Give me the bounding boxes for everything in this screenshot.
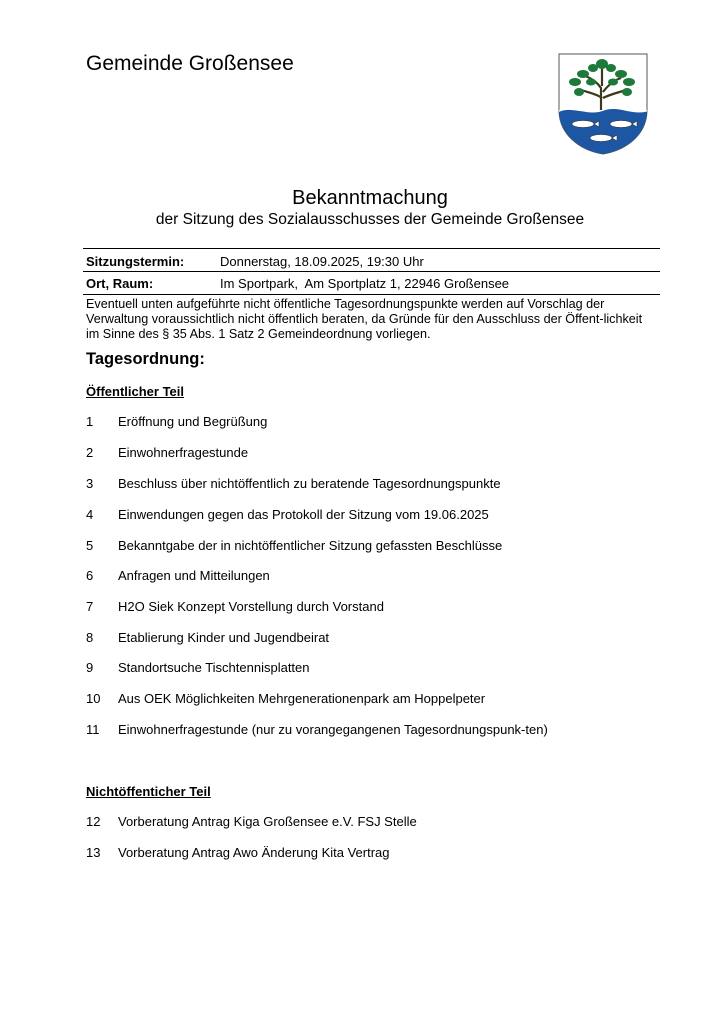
notice-text: Eventuell unten aufgeführte nicht öffentliche Tagesordnungspunkte werden auf Vorschlag der Verwaltung voraussichtlich nicht öffentlich beraten, da Gründe für den Ausschluss der Öffent-lichkeit im Sinne des § 35 Abs. 1 Satz 2 Gemeindeordnung vorliegen.: [86, 297, 643, 342]
agenda-item-text: Aus OEK Möglichkeiten Mehrgenerationenpark am Hoppelpeter: [118, 691, 486, 706]
agenda-item-number: 10: [86, 691, 101, 706]
meta-row-place: [86, 276, 656, 294]
agenda-item-text: Anfragen und Mitteilungen: [118, 568, 270, 583]
agenda-item-number: 7: [86, 599, 94, 614]
agenda-item-number: 4: [86, 507, 94, 522]
agenda-item-number: 1: [86, 414, 94, 429]
agenda-item-number: 12: [86, 814, 101, 829]
meta-place-value: Im Sportpark, Am Sportplatz 1, 22946 Großensee: [220, 276, 510, 291]
agenda-item-text: Standortsuche Tischtennisplatten: [118, 660, 310, 675]
private-section-heading: Nichtöffenticher Teil: [86, 784, 211, 799]
agenda-item-number: 3: [86, 476, 94, 491]
document-subtitle: der Sitzung des Sozialausschusses der Gemeinde Großensee: [155, 211, 585, 228]
meta-place-label: Ort, Raum:: [86, 276, 154, 291]
agenda-item-text: Etablierung Kinder und Jugendbeirat: [118, 630, 330, 645]
municipality-name: Gemeinde Großensee: [86, 52, 294, 75]
agenda-item-text: Beschluss über nichtöffentlich zu beratende Tagesordnungspunkte: [118, 476, 501, 491]
public-section-heading: Öffentlicher Teil: [86, 384, 184, 399]
agenda-item-number: 13: [86, 845, 101, 860]
document-title: Bekanntmachung: [292, 187, 448, 209]
agenda-item-number: 8: [86, 630, 94, 645]
agenda-item-number: 9: [86, 660, 94, 675]
agenda-item-text: Bekanntgabe der in nichtöffentlicher Sitzung gefassten Beschlüsse: [118, 538, 503, 553]
agenda-item-number: 2: [86, 445, 94, 460]
agenda-item-text: Einwendungen gegen das Protokoll der Sitzung vom 19.06.2025: [118, 507, 489, 522]
meta-date-label: Sitzungstermin:: [86, 254, 185, 269]
meta-row-date: [86, 254, 656, 272]
agenda-item-text: Vorberatung Antrag Awo Änderung Kita Vertrag: [118, 845, 390, 860]
agenda-item-text: Vorberatung Antrag Kiga Großensee e.V. FSJ Stelle: [118, 814, 417, 829]
agenda-item-text: H2O Siek Konzept Vorstellung durch Vorstand: [118, 599, 384, 614]
divider-bottom: [83, 294, 660, 295]
agenda-item-number: 6: [86, 568, 94, 583]
agenda-item-number: 5: [86, 538, 94, 553]
coat-of-arms-icon: [557, 52, 649, 156]
divider-top: [83, 248, 660, 249]
agenda-heading: Tagesordnung:: [86, 350, 205, 368]
agenda-item-text: Einwohnerfragestunde: [118, 445, 249, 460]
divider-middle: [83, 271, 660, 272]
meta-date-value: Donnerstag, 18.09.2025, 19:30 Uhr: [220, 254, 424, 269]
agenda-item-text: Eröffnung und Begrüßung: [118, 414, 268, 429]
agenda-item-number: 11: [86, 722, 100, 737]
agenda-item-text: Einwohnerfragestunde (nur zu vorangegangenen Tagesordnungspunk-ten): [118, 722, 548, 737]
